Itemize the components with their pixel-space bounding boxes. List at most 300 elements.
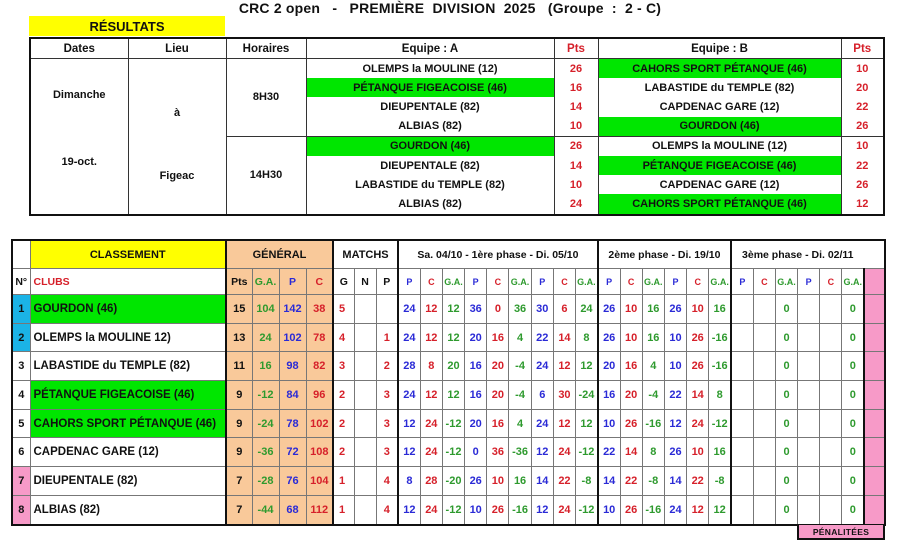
round-value-p: 10 <box>465 495 487 524</box>
round-value-p: 12 <box>531 495 553 524</box>
round-value-ga: 0 <box>842 495 864 524</box>
matches-drawn <box>354 438 376 467</box>
round-value-ga: 0 <box>842 381 864 410</box>
score-b: 10 <box>841 59 884 79</box>
round-value-ga: 0 <box>775 381 797 410</box>
phase-col-c: C <box>820 269 842 295</box>
general-p: 68 <box>279 495 306 524</box>
header-lieu: Lieu <box>128 38 226 59</box>
phase-col-ga: G.A. <box>775 269 797 295</box>
round-value-c: 24 <box>420 409 442 438</box>
round-value-c: 26 <box>487 495 509 524</box>
general-ga: -24 <box>252 409 279 438</box>
score-a: 24 <box>554 194 598 214</box>
round-value-ga: 0 <box>842 409 864 438</box>
round-value-c <box>820 381 842 410</box>
club-name: PÉTANQUE FIGEACOISE (46) <box>30 381 226 410</box>
round-value-p <box>798 438 820 467</box>
team-a: ALBIAS (82) <box>306 194 554 214</box>
round-value-p: 10 <box>664 323 686 352</box>
standings-row <box>12 467 885 496</box>
round-value-c: 20 <box>487 352 509 381</box>
round-value-c <box>753 467 775 496</box>
header-pts-a: Pts <box>554 38 598 59</box>
col-g: G <box>333 269 354 295</box>
score-a: 14 <box>554 97 598 116</box>
penalty-cell <box>864 381 885 410</box>
round-value-ga: 12 <box>442 323 464 352</box>
score-a: 26 <box>554 59 598 79</box>
round-value-ga: 12 <box>442 295 464 324</box>
general-p: 102 <box>279 323 306 352</box>
matches-lost: 3 <box>376 381 398 410</box>
round-value-ga: -12 <box>709 409 731 438</box>
phase-col-p: P <box>531 269 553 295</box>
round-value-c: 8 <box>420 352 442 381</box>
phase-col-ga: G.A. <box>642 269 664 295</box>
round-value-p: 26 <box>465 467 487 496</box>
club-name: GOURDON (46) <box>30 295 226 324</box>
round-value-ga: 4 <box>642 352 664 381</box>
round-value-ga: -12 <box>442 495 464 524</box>
round-value-c: 16 <box>487 323 509 352</box>
round-value-ga: -16 <box>709 352 731 381</box>
round-value-p: 22 <box>531 323 553 352</box>
round-value-c: 10 <box>487 467 509 496</box>
classement-header: CLASSEMENT <box>30 240 226 269</box>
header-dates: Dates <box>30 38 128 59</box>
round-value-ga: 16 <box>709 295 731 324</box>
header-equipe-b: Equipe : B <box>598 38 841 59</box>
col-mp: P <box>376 269 398 295</box>
general-c: 82 <box>306 352 333 381</box>
general-p: 142 <box>279 295 306 324</box>
round-value-p: 14 <box>598 467 620 496</box>
round-value-p: 26 <box>664 295 686 324</box>
phase-col-p: P <box>731 269 753 295</box>
round-value-p: 26 <box>598 323 620 352</box>
matches-won: 1 <box>333 495 354 524</box>
round-value-p <box>798 295 820 324</box>
rank: 5 <box>12 409 30 438</box>
club-name: DIEUPENTALE (82) <box>30 467 226 496</box>
phase1-header: Sa. 04/10 - 1ère phase - Di. 05/10 <box>398 240 598 269</box>
phase-col-p: P <box>465 269 487 295</box>
round-value-ga: -20 <box>442 467 464 496</box>
general-header: GÉNÉRAL <box>226 240 333 269</box>
col-p: P <box>279 269 306 295</box>
round-value-p: 6 <box>531 381 553 410</box>
penalty-cell <box>864 467 885 496</box>
round-value-ga: 12 <box>576 352 598 381</box>
phase3-header: 3ème phase - Di. 02/11 <box>731 240 885 269</box>
standings-row <box>12 495 885 524</box>
round-value-c: 22 <box>620 467 642 496</box>
round-value-ga: 16 <box>642 323 664 352</box>
penalty-cell <box>864 295 885 324</box>
round-value-ga: 12 <box>709 495 731 524</box>
round-value-ga: 8 <box>709 381 731 410</box>
session-time: 14H30 <box>226 136 306 214</box>
standings-row <box>12 381 885 410</box>
round-value-c: 10 <box>620 323 642 352</box>
round-value-ga: 0 <box>775 467 797 496</box>
matches-lost: 4 <box>376 467 398 496</box>
phase-col-p: P <box>664 269 686 295</box>
phase-col-c: C <box>620 269 642 295</box>
general-ga: 104 <box>252 295 279 324</box>
penalty-column-cell <box>864 269 885 295</box>
club-name: CAHORS SPORT PÉTANQUE (46) <box>30 409 226 438</box>
round-value-p <box>731 467 753 496</box>
round-value-ga: 36 <box>509 295 531 324</box>
round-value-ga: -16 <box>709 323 731 352</box>
score-a: 26 <box>554 136 598 156</box>
round-value-ga: -16 <box>642 495 664 524</box>
col-n: N <box>354 269 376 295</box>
team-a: DIEUPENTALE (82) <box>306 156 554 175</box>
results-section-label: RÉSULTATS <box>29 16 225 36</box>
round-value-ga: -36 <box>509 438 531 467</box>
round-value-p: 26 <box>598 295 620 324</box>
round-value-ga: 0 <box>775 295 797 324</box>
round-value-p: 16 <box>465 352 487 381</box>
round-value-ga: 0 <box>842 295 864 324</box>
round-value-p: 20 <box>465 323 487 352</box>
round-value-ga: 0 <box>842 467 864 496</box>
round-value-c: 28 <box>420 467 442 496</box>
round-value-p <box>731 495 753 524</box>
round-value-ga: -12 <box>442 409 464 438</box>
round-value-ga: 20 <box>442 352 464 381</box>
score-a: 10 <box>554 175 598 194</box>
penalty-cell <box>864 323 885 352</box>
round-value-p <box>731 381 753 410</box>
round-value-p: 16 <box>465 381 487 410</box>
header-horaires: Horaires <box>226 38 306 59</box>
rank: 2 <box>12 323 30 352</box>
rank: 1 <box>12 295 30 324</box>
round-value-c <box>753 295 775 324</box>
round-value-c: 24 <box>553 438 575 467</box>
standings-group-header-row <box>12 240 885 269</box>
date-line-2: 19-oct. <box>61 156 97 168</box>
matches-won: 1 <box>333 467 354 496</box>
team-b: CAPDENAC GARE (12) <box>598 175 841 194</box>
round-value-c: 12 <box>553 409 575 438</box>
standings-row <box>12 323 885 352</box>
score-b: 10 <box>841 136 884 156</box>
round-value-c: 16 <box>620 352 642 381</box>
standings-table <box>11 239 886 526</box>
round-value-p: 28 <box>398 352 420 381</box>
round-value-c: 12 <box>420 323 442 352</box>
general-ga: -12 <box>252 381 279 410</box>
round-value-ga: 4 <box>509 323 531 352</box>
round-value-c: 26 <box>620 409 642 438</box>
standings-row <box>12 352 885 381</box>
round-value-ga: -4 <box>509 381 531 410</box>
rank: 4 <box>12 381 30 410</box>
phase-col-ga: G.A. <box>709 269 731 295</box>
round-value-ga: 16 <box>642 295 664 324</box>
penalty-cell <box>864 352 885 381</box>
general-p: 98 <box>279 352 306 381</box>
round-value-c <box>820 352 842 381</box>
round-value-ga: 16 <box>509 467 531 496</box>
matches-won: 2 <box>333 409 354 438</box>
round-value-p: 12 <box>398 438 420 467</box>
round-value-ga: 0 <box>842 352 864 381</box>
team-a: GOURDON (46) <box>306 136 554 156</box>
general-c: 78 <box>306 323 333 352</box>
matches-drawn <box>354 323 376 352</box>
general-p: 76 <box>279 467 306 496</box>
matches-lost: 3 <box>376 409 398 438</box>
rank: 7 <box>12 467 30 496</box>
round-value-ga: -24 <box>576 381 598 410</box>
round-value-ga: -12 <box>576 438 598 467</box>
round-value-ga: 0 <box>775 323 797 352</box>
round-value-c: 26 <box>687 323 709 352</box>
round-value-ga: -8 <box>709 467 731 496</box>
round-value-p: 20 <box>465 409 487 438</box>
matches-lost: 4 <box>376 495 398 524</box>
general-c: 38 <box>306 295 333 324</box>
general-pts: 7 <box>226 467 252 496</box>
round-value-c <box>820 438 842 467</box>
round-value-c: 14 <box>553 323 575 352</box>
score-b: 12 <box>841 194 884 214</box>
round-value-ga: 4 <box>509 409 531 438</box>
matches-drawn <box>354 352 376 381</box>
phase-col-ga: G.A. <box>442 269 464 295</box>
round-value-c: 12 <box>687 495 709 524</box>
team-a: DIEUPENTALE (82) <box>306 97 554 116</box>
round-value-c <box>820 495 842 524</box>
round-value-ga: -12 <box>576 495 598 524</box>
round-value-p <box>731 438 753 467</box>
round-value-p: 14 <box>664 467 686 496</box>
header-pts-b: Pts <box>841 38 884 59</box>
round-value-ga: 8 <box>576 323 598 352</box>
round-value-p: 24 <box>664 495 686 524</box>
round-value-ga: -4 <box>642 381 664 410</box>
phase-col-ga: G.A. <box>509 269 531 295</box>
col-ga: G.A. <box>252 269 279 295</box>
phase-col-p: P <box>398 269 420 295</box>
general-c: 96 <box>306 381 333 410</box>
col-c: C <box>306 269 333 295</box>
round-value-p: 12 <box>398 409 420 438</box>
general-ga: 16 <box>252 352 279 381</box>
session-time: 8H30 <box>226 59 306 137</box>
standings-row <box>12 438 885 467</box>
round-value-p <box>731 409 753 438</box>
general-pts: 7 <box>226 495 252 524</box>
matches-lost: 1 <box>376 323 398 352</box>
round-value-p <box>798 467 820 496</box>
round-value-ga: 0 <box>842 438 864 467</box>
phase-col-p: P <box>798 269 820 295</box>
round-value-c: 6 <box>553 295 575 324</box>
round-value-ga: 24 <box>576 295 598 324</box>
penalty-cell <box>864 409 885 438</box>
round-value-c: 36 <box>487 438 509 467</box>
team-a: LABASTIDE du TEMPLE (82) <box>306 175 554 194</box>
phase-col-c: C <box>420 269 442 295</box>
phase-col-ga: G.A. <box>576 269 598 295</box>
round-value-c: 10 <box>620 295 642 324</box>
score-b: 26 <box>841 175 884 194</box>
score-b: 22 <box>841 97 884 116</box>
round-value-p <box>731 295 753 324</box>
round-value-ga: -8 <box>642 467 664 496</box>
general-ga: 24 <box>252 323 279 352</box>
round-value-ga: 8 <box>642 438 664 467</box>
results-table <box>29 37 885 216</box>
general-pts: 13 <box>226 323 252 352</box>
phase-col-c: C <box>753 269 775 295</box>
score-a: 10 <box>554 117 598 137</box>
round-value-c <box>753 352 775 381</box>
penalties-label: PÉNALITÉES <box>797 525 885 540</box>
match-date <box>30 59 128 215</box>
round-value-c: 30 <box>553 381 575 410</box>
round-value-c: 24 <box>687 409 709 438</box>
round-value-p: 24 <box>398 381 420 410</box>
team-b: CAHORS SPORT PÉTANQUE (46) <box>598 194 841 214</box>
round-value-p: 22 <box>598 438 620 467</box>
matchs-header: MATCHS <box>333 240 398 269</box>
round-value-p <box>798 381 820 410</box>
round-value-p: 14 <box>531 467 553 496</box>
phase-col-p: P <box>598 269 620 295</box>
round-value-c: 12 <box>420 295 442 324</box>
round-value-ga: 0 <box>775 438 797 467</box>
round-value-c: 14 <box>620 438 642 467</box>
page-title: CRC 2 open - PREMIÈRE DIVISION 2025 (Groupe : 2 - C) <box>238 0 662 16</box>
matches-won: 3 <box>333 352 354 381</box>
team-b: CAHORS SPORT PÉTANQUE (46) <box>598 59 841 79</box>
matches-won: 4 <box>333 323 354 352</box>
general-c: 104 <box>306 467 333 496</box>
round-value-p: 20 <box>598 352 620 381</box>
matches-lost <box>376 295 398 324</box>
round-value-p: 24 <box>398 323 420 352</box>
club-name: ALBIAS (82) <box>30 495 226 524</box>
match-venue <box>128 59 226 215</box>
general-ga: -44 <box>252 495 279 524</box>
general-pts: 15 <box>226 295 252 324</box>
phase-col-c: C <box>687 269 709 295</box>
general-c: 112 <box>306 495 333 524</box>
round-value-ga: -4 <box>509 352 531 381</box>
round-value-c <box>820 323 842 352</box>
round-value-p: 10 <box>664 352 686 381</box>
score-b: 22 <box>841 156 884 175</box>
matches-drawn <box>354 295 376 324</box>
matches-lost: 3 <box>376 438 398 467</box>
matches-won: 2 <box>333 438 354 467</box>
team-b: PÉTANQUE FIGEACOISE (46) <box>598 156 841 175</box>
round-value-p <box>798 495 820 524</box>
round-value-c: 12 <box>420 381 442 410</box>
round-value-ga: 0 <box>775 495 797 524</box>
round-value-p: 12 <box>398 495 420 524</box>
round-value-p <box>798 323 820 352</box>
score-b: 26 <box>841 117 884 137</box>
round-value-p: 36 <box>465 295 487 324</box>
round-value-p: 12 <box>531 438 553 467</box>
round-value-p: 10 <box>598 495 620 524</box>
round-value-c: 10 <box>687 295 709 324</box>
round-value-p: 24 <box>531 352 553 381</box>
round-value-p: 8 <box>398 467 420 496</box>
round-value-p: 10 <box>598 409 620 438</box>
round-value-p: 12 <box>664 409 686 438</box>
round-value-ga: 0 <box>842 323 864 352</box>
penalty-cell <box>864 495 885 524</box>
phase-col-c: C <box>553 269 575 295</box>
standings-row <box>12 295 885 324</box>
round-value-p: 0 <box>465 438 487 467</box>
general-ga: -28 <box>252 467 279 496</box>
team-b: CAPDENAC GARE (12) <box>598 97 841 116</box>
club-name: OLEMPS la MOULINE 12) <box>30 323 226 352</box>
round-value-c <box>753 438 775 467</box>
round-value-p: 24 <box>398 295 420 324</box>
matches-won: 5 <box>333 295 354 324</box>
round-value-ga: 12 <box>442 381 464 410</box>
general-p: 78 <box>279 409 306 438</box>
general-pts: 9 <box>226 409 252 438</box>
round-value-c: 22 <box>687 467 709 496</box>
round-value-p <box>731 352 753 381</box>
col-clubs: CLUBS <box>30 269 226 295</box>
score-a: 14 <box>554 156 598 175</box>
club-name: LABASTIDE du TEMPLE (82) <box>30 352 226 381</box>
team-a: PÉTANQUE FIGEACOISE (46) <box>306 78 554 97</box>
round-value-ga: 0 <box>775 352 797 381</box>
round-value-p: 24 <box>531 409 553 438</box>
round-value-p <box>798 409 820 438</box>
team-b: LABASTIDE du TEMPLE (82) <box>598 78 841 97</box>
round-value-c: 26 <box>687 352 709 381</box>
round-value-c <box>820 409 842 438</box>
round-value-c: 14 <box>687 381 709 410</box>
round-value-p <box>731 323 753 352</box>
header-equipe-a: Equipe : A <box>306 38 554 59</box>
round-value-ga: -12 <box>442 438 464 467</box>
round-value-c: 12 <box>553 352 575 381</box>
round-value-c: 22 <box>553 467 575 496</box>
team-a: ALBIAS (82) <box>306 117 554 137</box>
round-value-ga: -8 <box>576 467 598 496</box>
round-value-c <box>820 295 842 324</box>
rank: 6 <box>12 438 30 467</box>
round-value-c <box>753 409 775 438</box>
general-pts: 9 <box>226 381 252 410</box>
round-value-c <box>753 323 775 352</box>
round-value-c <box>753 381 775 410</box>
matches-drawn <box>354 409 376 438</box>
round-value-ga: -16 <box>642 409 664 438</box>
general-ga: -36 <box>252 438 279 467</box>
phase-col-ga: G.A. <box>842 269 864 295</box>
round-value-c: 20 <box>620 381 642 410</box>
general-c: 108 <box>306 438 333 467</box>
